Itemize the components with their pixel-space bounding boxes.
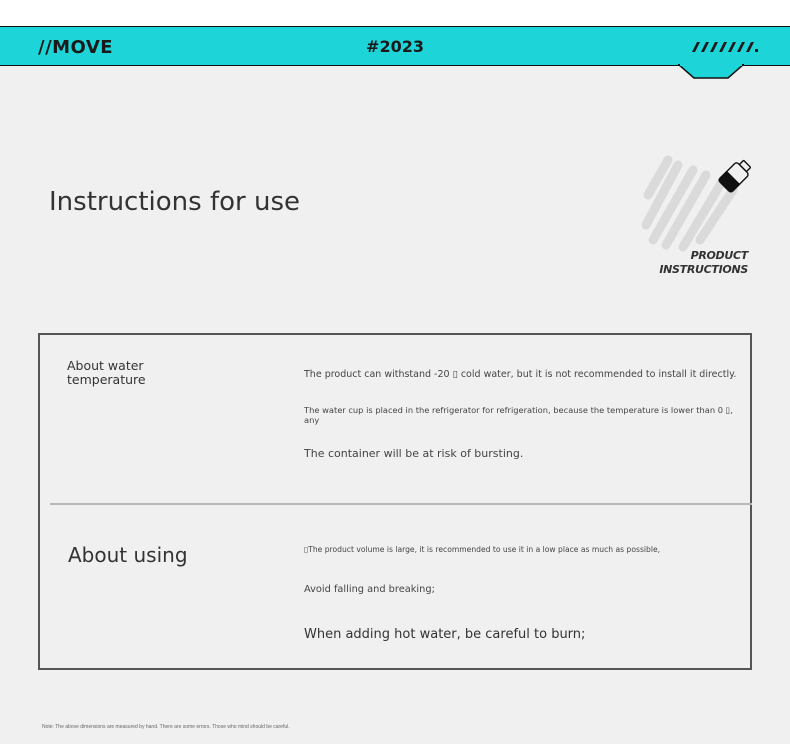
emblem-line2: INSTRUCTIONS (659, 263, 748, 276)
header-tab-notch (678, 64, 744, 80)
instructions-panel (38, 333, 752, 670)
using-line-2: Avoid falling and breaking; (304, 584, 435, 595)
section-title-water-temperature: About water temperature (67, 358, 146, 387)
emblem-line1: PRODUCT (690, 249, 748, 262)
section-title-using: About using (68, 543, 188, 567)
slashes-decoration (692, 42, 762, 52)
brand-logo: //MOVE (38, 37, 114, 58)
page-title: Instructions for use (49, 187, 300, 217)
using-line-3: When adding hot water, be careful to burn; (304, 627, 586, 642)
product-emblem (638, 155, 758, 255)
year-label: #2023 (366, 37, 424, 56)
header-bar (0, 26, 790, 66)
section-divider (50, 503, 752, 505)
product-instructions-label (659, 249, 748, 277)
water-temp-line-2: The water cup is placed in the refrigerator for refrigeration, because the temperature is lower than 0 ▯, any (304, 405, 733, 425)
using-line-1: ▯The product volume is large, it is recommended to use it in a low place as much as possible, (304, 545, 661, 554)
water-temp-line-3: The container will be at risk of bursting. (304, 447, 524, 460)
water-temp-line-1: The product can withstand -20 ▯ cold water, but it is not recommended to install it directly. (304, 369, 737, 380)
footnote: Note: The above dimensions are measured by hand. There are some errors. Those who mind should be careful. (42, 724, 290, 730)
top-strip (0, 0, 790, 26)
